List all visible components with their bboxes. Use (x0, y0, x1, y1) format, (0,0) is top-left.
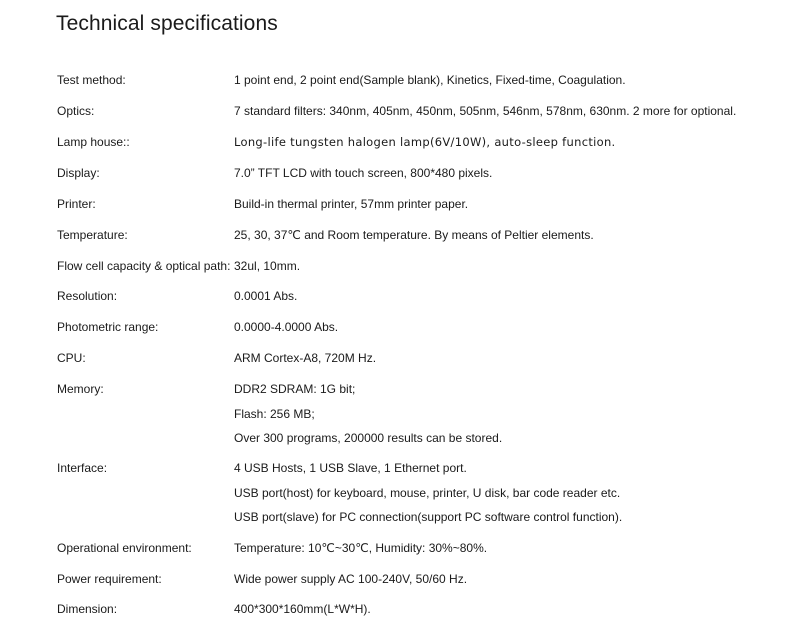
spec-value-line: 7 standard filters: 340nm, 405nm, 450nm, 505nm, 546nm, 578nm, 630nm. 2 more for optional. (234, 104, 737, 118)
spec-value (234, 288, 297, 313)
spec-value (234, 72, 626, 97)
spec-value (234, 196, 468, 221)
spec-value (234, 165, 492, 190)
spec-value (234, 601, 371, 626)
spec-label: CPU: (57, 351, 86, 365)
spec-value-line: Over 300 programs, 200000 results can be stored. (234, 431, 503, 445)
spec-value-line: 25, 30, 37℃ and Room temperature. By means of Peltier elements. (234, 228, 594, 242)
spec-value-line: Flash: 256 MB; (234, 406, 315, 421)
spec-value (234, 571, 467, 596)
spec-value-line: ARM Cortex-A8, 720M Hz. (234, 351, 377, 365)
spec-value (234, 381, 502, 455)
spec-value-line: Wide power supply AC 100-240V, 50/60 Hz. (234, 572, 468, 586)
spec-label: Interface: (57, 461, 108, 475)
spec-value (234, 227, 594, 252)
spec-label: Dimension: (57, 602, 118, 616)
spec-value-line: 32ul, 10mm. (234, 259, 301, 273)
spec-label: Photometric range: (57, 320, 159, 334)
spec-label: Printer: (57, 197, 96, 211)
spec-value (234, 540, 487, 565)
spec-label: Memory: (57, 382, 104, 396)
spec-value (234, 319, 338, 344)
spec-value (234, 134, 616, 159)
spec-label: Resolution: (57, 289, 118, 303)
spec-label: Temperature: (57, 228, 128, 242)
spec-value-line: Temperature: 10℃~30℃, Humidity: 30%~80%. (234, 541, 488, 555)
spec-value-line: USB port(slave) for PC connection(support PC software control function). (234, 510, 623, 524)
spec-label: Lamp house:: (57, 135, 130, 149)
spec-value (234, 258, 300, 283)
spec-value-line: 1 point end, 2 point end(Sample blank), Kinetics, Fixed-time, Coagulation. (234, 73, 626, 87)
spec-value-line: 0.0000-4.0000 Abs. (234, 320, 339, 334)
spec-value-line: USB port(host) for keyboard, mouse, printer, U disk, bar code reader etc. (234, 485, 621, 500)
spec-value-line: 0.0001 Abs. (234, 289, 298, 303)
spec-label: Test method: (57, 73, 126, 87)
spec-value-line: 4 USB Hosts, 1 USB Slave, 1 Ethernet port. (234, 461, 467, 475)
page-title: Technical specifications (56, 12, 278, 35)
spec-label: Optics: (57, 104, 95, 118)
spec-value-line: 7.0” TFT LCD with touch screen, 800*480 pixels. (234, 166, 493, 180)
spec-value-line: 400*300*160mm(L*W*H). (234, 602, 371, 616)
spec-value (234, 350, 376, 375)
spec-label: Flow cell capacity & optical path: (57, 259, 231, 273)
spec-label: Operational environment: (57, 541, 192, 555)
spec-label: Display: (57, 166, 100, 180)
spec-value-line: Long-life tungsten halogen lamp(6V/10W), auto-sleep function. (234, 135, 616, 149)
spec-value (234, 103, 736, 128)
spec-value-line: DDR2 SDRAM: 1G bit; (234, 382, 356, 396)
spec-label: Power requirement: (57, 572, 162, 586)
spec-value-line: Build-in thermal printer, 57mm printer paper. (234, 197, 469, 211)
spec-value (234, 460, 622, 534)
